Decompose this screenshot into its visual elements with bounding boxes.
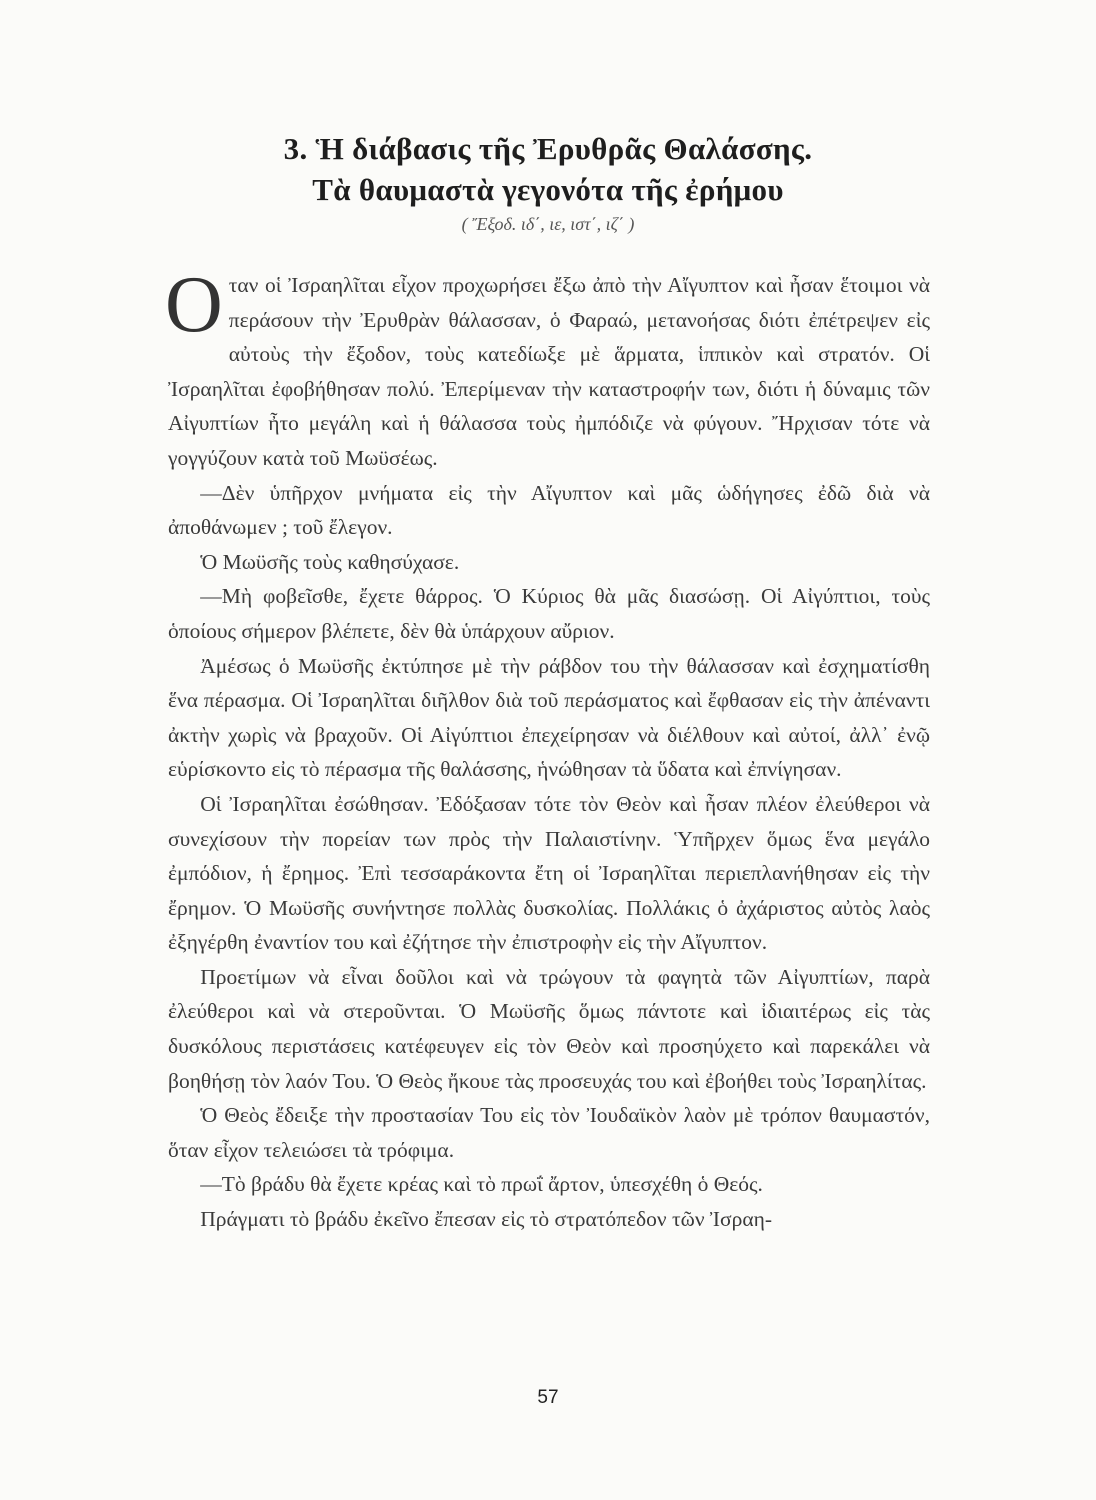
body-text xyxy=(165,261,930,1237)
paragraph: —Μὴ φοβεῖσθε, ἔχετε θάρρος. Ὁ Κύριος θὰ μᾶς διασώσῃ. Οἱ Αἰγύπτιοι, τοὺς ὁποίους σήμερον βλέπετε, δὲν θὰ ὑπάρχουν αὔριον. xyxy=(168,584,930,643)
page-number: 57 xyxy=(537,1387,559,1408)
paragraph: Πράγματι τὸ βράδυ ἐκεῖνο ἔπεσαν εἰς τὸ στρατόπεδον τῶν Ἰσραη- xyxy=(200,1207,773,1232)
scripture-reference: ( Ἔξοδ. ιδ΄, ιε, ιστ΄, ιζ΄ ) xyxy=(461,214,635,234)
paragraph: Προετίμων νὰ εἶναι δοῦλοι καὶ νὰ τρώγουν τὰ φαγητὰ τῶν Αἰγυπτίων, παρὰ ἐλεύθεροι καὶ νὰ στεροῦνται. Ὁ Μωϋσῆς ὅμως πάντοτε καὶ ἰδιαιτέρως εἰς τὰς δυσκόλους περιστάσεις κατέφευγεν εἰς τὸν Θεὸν καὶ προσηύχετο καὶ παρεκάλει νὰ βοηθήσῃ τὸν λαόν Του. Ὁ Θεὸς ἤκουε τὰς προσευχάς του καὶ ἐβοήθει τοὺς Ἰσραηλίτας. xyxy=(168,964,930,1093)
drop-cap: Ο xyxy=(165,261,223,349)
paragraph: Οταν οἱ Ἰσραηλῖται εἶχον προχωρήσει ἔξω ἀπὸ τὴν Αἴγυπτον καὶ ἦσαν ἕτοιμοι νὰ περάσουν τὴν Ἐρυθρὰν θάλασσαν, ὁ Φαραώ, μετανοήσας διότι ἐπέτρεψεν εἰς αὐτοὺς τὴν ἔξοδον, τοὺς κατεδίωξε μὲ ἅρματα, ἱππικὸν καὶ στρατόν. Οἱ Ἰσραηλῖται ἐφοβήθησαν πολύ. Ἐπερίμεναν τὴν καταστροφήν των, διότι ἡ δύναμις τῶν Αἰγυπτίων ἦτο μεγάλη καὶ ἡ θάλασσα τοὺς ἠμπόδιζε νὰ φύγουν. Ἤρχισαν τότε νὰ γογγύζουν κατὰ τοῦ Μωϋσέως. xyxy=(165,261,930,470)
paragraph: Ἀμέσως ὁ Μωϋσῆς ἐκτύπησε μὲ τὴν ράβδον του τὴν θάλασσαν καὶ ἐσχηματίσθη ἕνα πέρασμα. Οἱ Ἰσραηλῖται διῆλθον διὰ τοῦ περάσματος καὶ ἔφθασαν εἰς τὴν ἀπέναντι ἀκτὴν χωρὶς νὰ βραχοῦν. Οἱ Αἰγύπτιοι ἐπεχείρησαν νὰ διέλθουν καὶ αὐτοί, ἀλλ᾽ ἐνῷ εὑρίσκοντο εἰς τὸ πέρασμα τῆς θαλάσσης, ἡνώθησαν τὰ ὕδατα καὶ ἐπνίγησαν. xyxy=(168,653,930,782)
chapter-subtitle: Τὰ θαυμαστὰ γεγονότα τῆς ἐρήμου xyxy=(312,172,784,207)
paragraph: —Δὲν ὑπῆρχον μνήματα εἰς τὴν Αἴγυπτον καὶ μᾶς ὡδήγησες ἐδῶ διὰ νὰ ἀποθάνωμεν ; τοῦ ἔλεγον. xyxy=(168,480,930,540)
paragraph: Ὁ Μωϋσῆς τοὺς καθησύχασε. xyxy=(200,549,460,574)
chapter-title: 3. Ἡ διάβασις τῆς Ἐρυθρᾶς Θαλάσσης. xyxy=(283,131,813,166)
paragraph: Οἱ Ἰσραηλῖται ἐσώθησαν. Ἐδόξασαν τότε τὸν Θεὸν καὶ ἦσαν πλέον ἐλεύθεροι νὰ συνεχίσουν τὴν πορείαν των πρὸς τὴν Παλαιστίνην. Ὑπῆρχεν ὅμως ἕνα μεγάλο ἐμπόδιον, ἡ ἔρημος. Ἐπὶ τεσσαράκοντα ἔτη οἱ Ἰσραηλῖται περιεπλανήθησαν εἰς τὴν ἔρημον. Ὁ Μωϋσῆς συνήντησε πολλὰς δυσκολίας. Πολλάκις ὁ ἀχάριστος αὐτὸς λαὸς ἐξηγέρθη ἐναντίον του καὶ ἐζήτησε τὴν ἐπιστροφὴν εἰς τὴν Αἴγυπτον. xyxy=(168,791,930,955)
paragraph: —Τὸ βράδυ θὰ ἔχετε κρέας καὶ τὸ πρωΐ ἄρτον, ὑπεσχέθη ὁ Θεός. xyxy=(200,1172,763,1197)
paragraph: Ὁ Θεὸς ἔδειξε τὴν προστασίαν Του εἰς τὸν Ἰουδαϊκὸν λαὸν μὲ τρόπον θαυμαστόν, ὅταν εἶχον τελειώσει τὰ τρόφιμα. xyxy=(168,1103,930,1162)
